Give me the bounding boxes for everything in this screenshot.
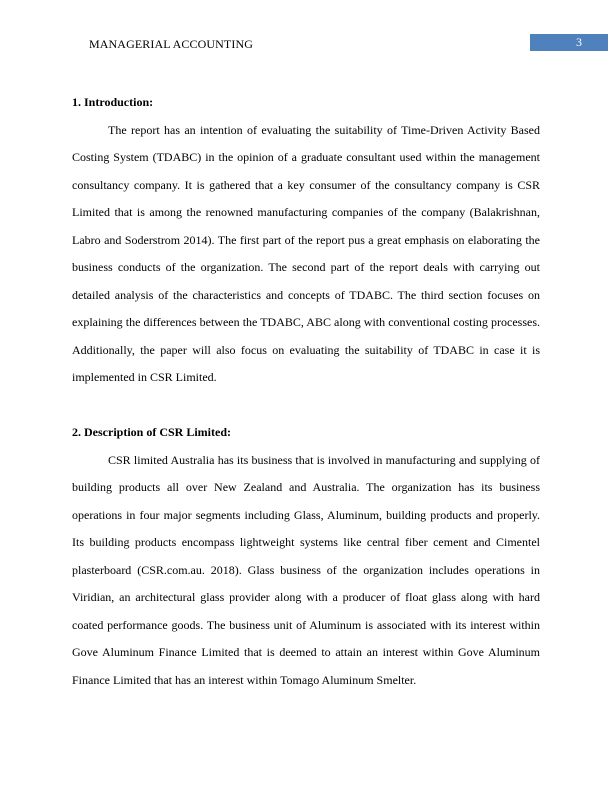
section-heading-introduction: 1. Introduction: bbox=[72, 95, 154, 109]
section-spacer bbox=[72, 392, 540, 420]
section-heading-description: 2. Description of CSR Limited: bbox=[72, 425, 231, 439]
section-paragraph-description: CSR limited Australia has its business that is involved in manufacturing and supplying of building products all over New Zealand and Australia. The organization has its business operations in four major segments including Glass, Aluminum, building products and properly. Its building products encompass lightweight systems like central fiber cement and Cimentel plasterboard (CSR.com.au. 2018). Glass business of the organization includes operations in Viridian, an architectural glass provider along with a producer of float glass along with hard coated performance goods. The business unit of Aluminum is associated with its interest within Gove Aluminum Finance Limited that is deemed to attain an interest within Gove Aluminum Finance Limited that has an interest within Tomago Aluminum Smelter. bbox=[72, 452, 540, 687]
document-body bbox=[72, 89, 540, 694]
page-number: 3 bbox=[530, 34, 608, 51]
section-paragraph-introduction: The report has an intention of evaluating the suitability of Time-Driven Activity Based Costing System (TDABC) in the opinion of a graduate consultant used within the management consultancy company. It is gathered that a key consumer of the consultancy company is CSR Limited that is among the renowned manufacturing companies of the company (Balakrishnan, Labro and Soderstrom 2014). The first part of the report pus a great emphasis on elaborating the business conducts of the organization. The second part of the report deals with carrying out detailed analysis of the characteristics and concepts of TDABC. The third section focuses on explaining the differences between the TDABC, ABC along with conventional costing processes. Additionally, the paper will also focus on evaluating the suitability of TDABC in case it is implemented in CSR Limited. bbox=[72, 122, 540, 384]
running-head: MANAGERIAL ACCOUNTING bbox=[89, 37, 253, 51]
